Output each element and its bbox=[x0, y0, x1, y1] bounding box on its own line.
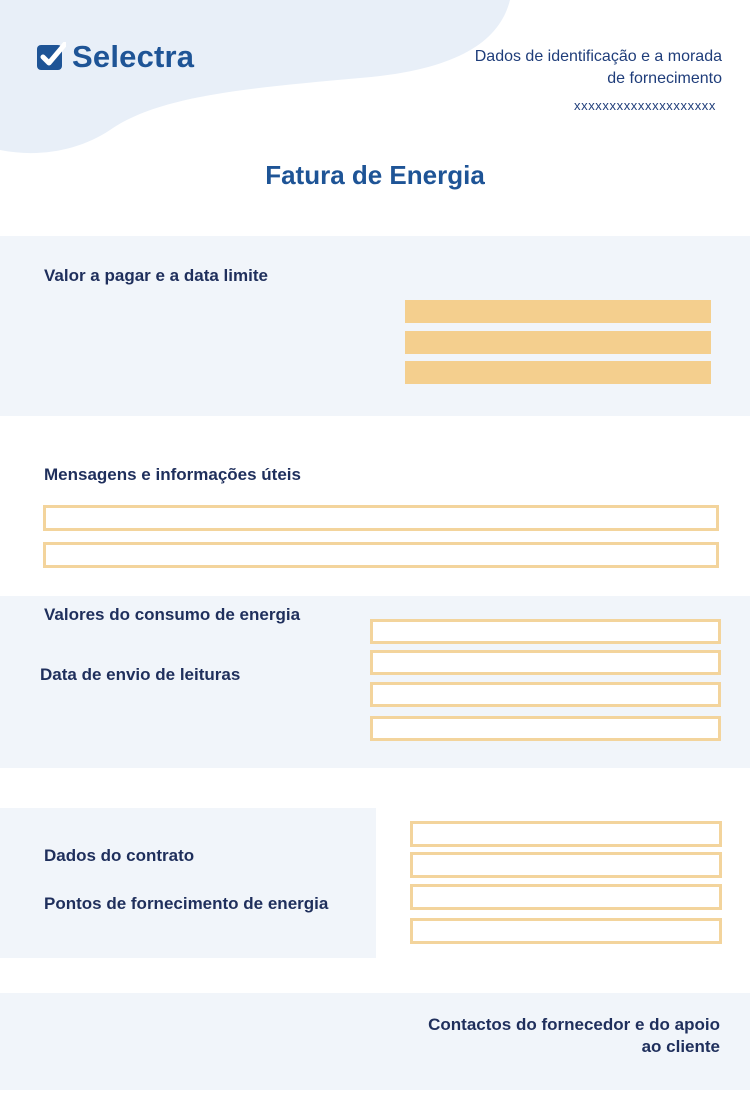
messages-placeholder-box bbox=[43, 542, 719, 568]
brand-logo bbox=[36, 40, 194, 74]
brand-name: Selectra bbox=[72, 39, 195, 74]
contract-placeholder-box bbox=[410, 852, 722, 878]
payment-placeholder-line bbox=[405, 331, 711, 354]
payment-section bbox=[0, 236, 750, 416]
consumption-placeholder-box bbox=[370, 619, 721, 644]
payment-label: Valor a pagar e a data limite bbox=[44, 266, 268, 285]
contract-placeholder-box bbox=[410, 918, 722, 944]
consumption-placeholder-box bbox=[370, 716, 721, 741]
contract-placeholder-box bbox=[410, 821, 722, 847]
contract-placeholder-box bbox=[410, 884, 722, 910]
messages-placeholder-box bbox=[43, 505, 719, 531]
contract-data-label: Dados do contrato bbox=[44, 846, 195, 865]
identification-address-label: Dados de identificação e a morada de fornecimento bbox=[474, 48, 722, 87]
document-title: Fatura de Energia bbox=[265, 160, 485, 190]
supplier-contacts-label: Contactos do fornecedor e do apoio ao cliente bbox=[428, 1015, 720, 1056]
identification-value: xxxxxxxxxxxxxxxxxxxx bbox=[574, 98, 716, 113]
header-background-shape bbox=[0, 0, 520, 160]
payment-placeholder-line bbox=[405, 300, 711, 323]
consumption-values-label: Valores do consumo de energia bbox=[44, 605, 301, 624]
checkbox-check-icon bbox=[36, 42, 66, 72]
contract-section bbox=[0, 808, 376, 958]
messages-label: Mensagens e informações úteis bbox=[44, 465, 301, 484]
payment-placeholder-line bbox=[405, 361, 711, 384]
consumption-placeholder-box bbox=[370, 650, 721, 675]
supply-points-label: Pontos de fornecimento de energia bbox=[44, 894, 329, 913]
consumption-placeholder-box bbox=[370, 682, 721, 707]
readings-date-label: Data de envio de leituras bbox=[40, 665, 241, 684]
